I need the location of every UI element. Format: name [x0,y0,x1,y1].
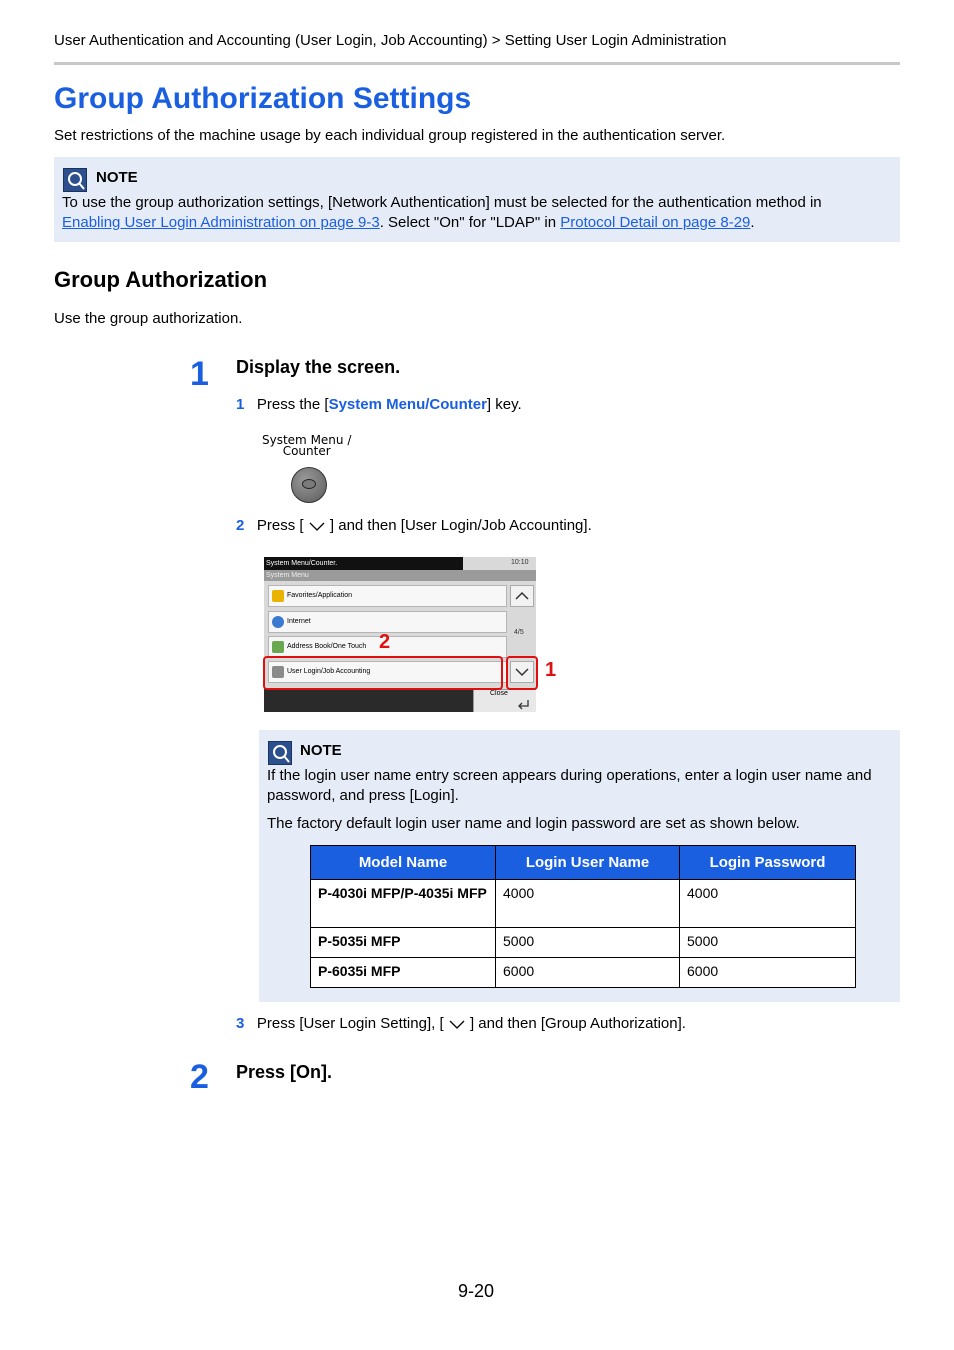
section-heading: Group Authorization [54,267,268,292]
callout-2: 2 [379,631,391,653]
substep-1 [236,396,522,413]
table-cell-model: P-6035i MFP [311,958,496,988]
section-text: Use the group authorization. [54,310,243,327]
table-cell-model: P-5035i MFP [311,928,496,958]
substep-text: Press [User Login Setting], [ [256,1015,444,1032]
note-text [62,193,892,233]
menu-item-favorites[interactable] [268,585,507,607]
table-cell-password: 4000 [680,880,856,928]
substep-number: 3 [236,1015,245,1032]
step-heading: Press [On]. [236,1062,333,1082]
table-cell-user: 5000 [496,928,680,958]
substep-text: ] and then [User Login/Job Accounting]. [329,517,592,534]
key-label-line: System Menu / [262,433,352,447]
table-cell-model: P-4030i MFP/P-4035i MFP [311,880,496,928]
return-icon [518,700,530,710]
table-header: Login User Name [496,846,680,880]
table-row [311,880,856,928]
table-cell-user: 4000 [496,880,680,928]
substep-number: 1 [236,396,245,413]
highlight-user-login [263,656,503,690]
breadcrumb: User Authentication and Accounting (User Login, Job Accounting) > Setting User Login Administration [54,32,727,49]
note-text-part: . Select "On" for "LDAP" in [379,214,561,231]
step-number: 2 [190,1058,209,1096]
table-cell-password: 6000 [680,958,856,988]
page-indicator: 4/5 [514,629,524,636]
table-cell-user: 6000 [496,958,680,988]
note-icon [63,168,87,192]
screen-title: System Menu/Counter. [264,557,463,570]
note-icon [268,741,292,765]
menu-item-label: Favorites/Application [287,592,352,599]
screen-subtitle: System Menu [264,570,536,581]
globe-icon [272,616,284,628]
substep-number: 2 [236,517,245,534]
callout-1: 1 [545,659,557,681]
key-label [262,435,351,457]
menu-item-internet[interactable] [268,611,507,633]
chevron-up-icon [511,586,533,606]
note-text-part: To use the group authorization settings, [Network Authentication] must be selected for the authentication method in [62,194,822,211]
substep-text: Press the [ [256,396,329,413]
key-label-line: Counter [282,444,331,458]
header-rule [54,62,900,65]
note-text: If the login user name entry screen appears during operations, enter a login user name and password, and press [Login]. [267,767,872,804]
scroll-up-button[interactable] [510,585,534,607]
link-protocol-detail[interactable]: Protocol Detail on page 8-29 [560,214,751,231]
link-enabling-user-login[interactable]: Enabling User Login Administration on page 9-3 [62,214,380,231]
note-box [54,157,900,242]
note-label: NOTE [300,742,342,759]
intro-text: Set restrictions of the machine usage by each individual group registered in the authentication server. [54,127,726,144]
close-label: Close [490,690,508,697]
substep-3 [236,1015,686,1032]
table-header: Model Name [311,846,496,880]
table-row [311,928,856,958]
highlight-scroll-down [506,656,538,690]
menu-item-label: Address Book/One Touch [287,643,367,650]
key-indicator-icon [302,479,316,489]
note-text: The factory default login user name and login password are set as shown below. [267,815,800,832]
favorites-icon [272,590,284,602]
step-number: 1 [190,355,209,393]
login-defaults-table [310,845,856,988]
substep-2 [236,517,592,534]
note-text-part: . [750,214,755,231]
chevron-down-icon [308,520,326,532]
note-label: NOTE [96,169,138,186]
menu-item-label: User Login/Job Accounting [287,668,371,675]
table-row [311,958,856,988]
screen-time: 10:10 [511,559,529,566]
substep-text: ] and then [Group Authorization]. [469,1015,686,1032]
table-header: Login Password [680,846,856,880]
substep-text: ] key. [486,396,522,413]
substep-text: Press [ [256,517,304,534]
close-button[interactable] [473,689,536,712]
key-name: System Menu/Counter [328,396,487,413]
chevron-down-icon [448,1018,466,1030]
page-number: 9-20 [458,1281,495,1301]
table-cell-password: 5000 [680,928,856,958]
menu-item-label: Internet [287,618,311,625]
step-heading: Display the screen. [236,357,401,377]
address-book-icon [272,641,284,653]
page-title: Group Authorization Settings [54,82,472,115]
